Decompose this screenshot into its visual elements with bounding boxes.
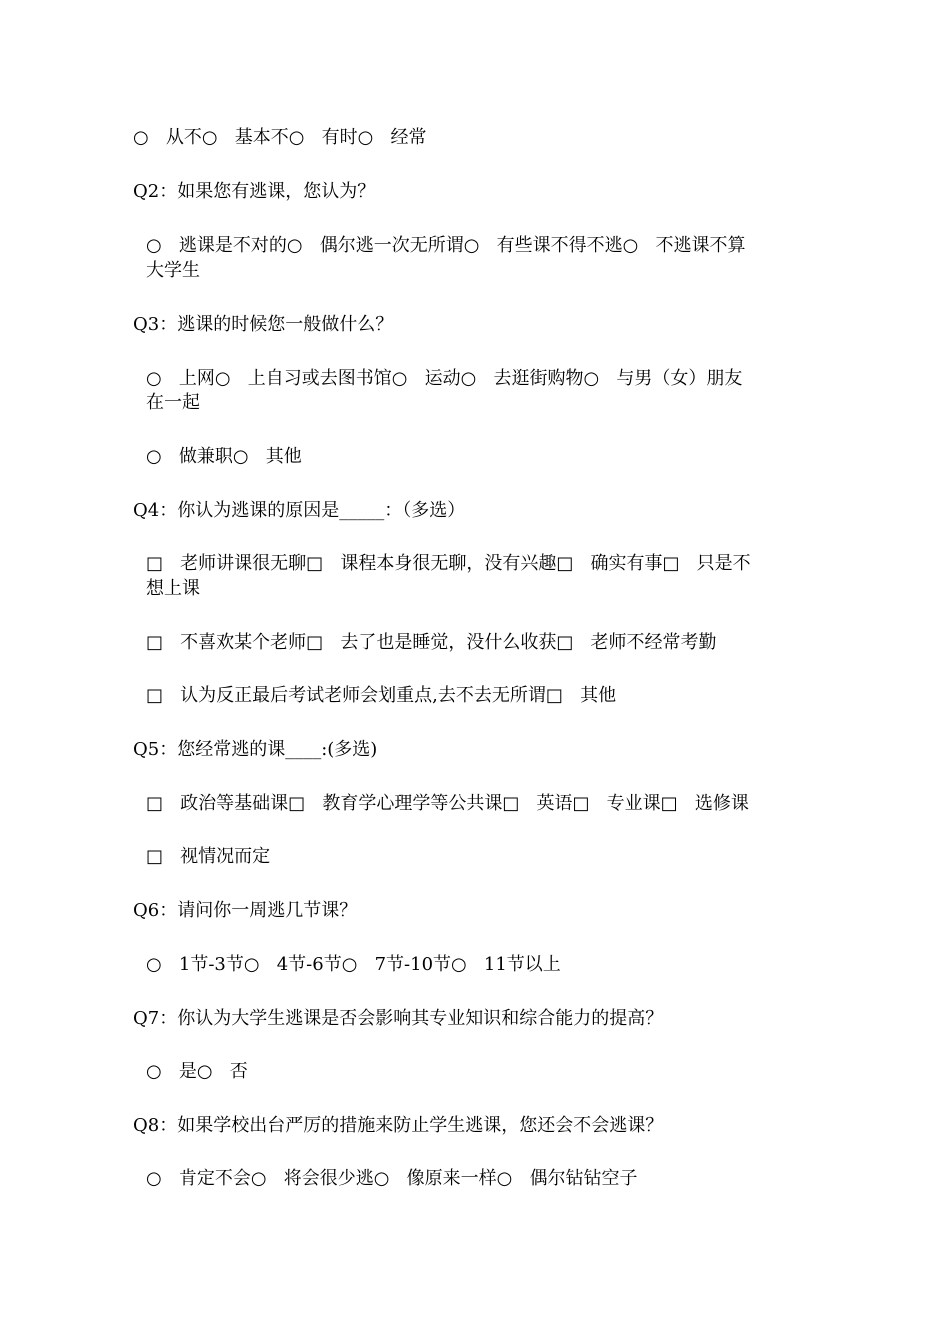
q7-options: ○ 是○ 否: [146, 1061, 248, 1082]
q4-question: Q4：你认为逃课的原因是_____：（多选）: [133, 500, 466, 521]
q1-options: ○ 从不○ 基本不○ 有时○ 经常: [133, 127, 427, 148]
q8-options: ○ 肯定不会○ 将会很少逃○ 像原来一样○ 偶尔钻钻空子: [146, 1168, 638, 1189]
q4-options: □ 老师讲课很无聊□ 课程本身很无聊，没有兴趣□ 确实有事□ 只是不: [146, 553, 751, 574]
q6-question: Q6：请问你一周逃几节课？: [133, 900, 358, 921]
q5-options: □ 政治等基础课□ 教育学心理学等公共课□ 英语□ 专业课□ 选修课: [146, 793, 749, 814]
q2-options-cont: 大学生: [146, 260, 200, 281]
q3-options: ○ 上网○ 上自习或去图书馆○ 运动○ 去逛街购物○ 与男（女）朋友: [146, 368, 743, 389]
q3-question: Q3：逃课的时候您一般做什么？: [133, 314, 394, 335]
q4-options-cont: 想上课: [146, 578, 200, 599]
q8-question: Q8：如果学校出台严厉的措施来防止学生逃课，您还会不会逃课？: [133, 1115, 664, 1136]
q3-options-2: ○ 做兼职○ 其他: [146, 446, 302, 467]
q2-options: ○ 逃课是不对的○ 偶尔逃一次无所谓○ 有些课不得不逃○ 不逃课不算: [146, 235, 746, 256]
q2-question: Q2：如果您有逃课，您认为？: [133, 181, 376, 202]
q5-question: Q5：您经常逃的课____:(多选): [133, 739, 378, 760]
q6-options: ○ 1节-3节○ 4节-6节○ 7节-10节○ 11节以上: [146, 954, 561, 975]
q7-question: Q7：你认为大学生逃课是否会影响其专业知识和综合能力的提高？: [133, 1008, 664, 1029]
q3-options-cont: 在一起: [146, 392, 200, 413]
q4-options-2: □ 不喜欢某个老师□ 去了也是睡觉，没什么收获□ 老师不经常考勤: [146, 632, 717, 653]
q5-options-2: □ 视情况而定: [146, 846, 271, 867]
q4-options-3: □ 认为反正最后考试老师会划重点,去不去无所谓□ 其他: [146, 685, 617, 706]
